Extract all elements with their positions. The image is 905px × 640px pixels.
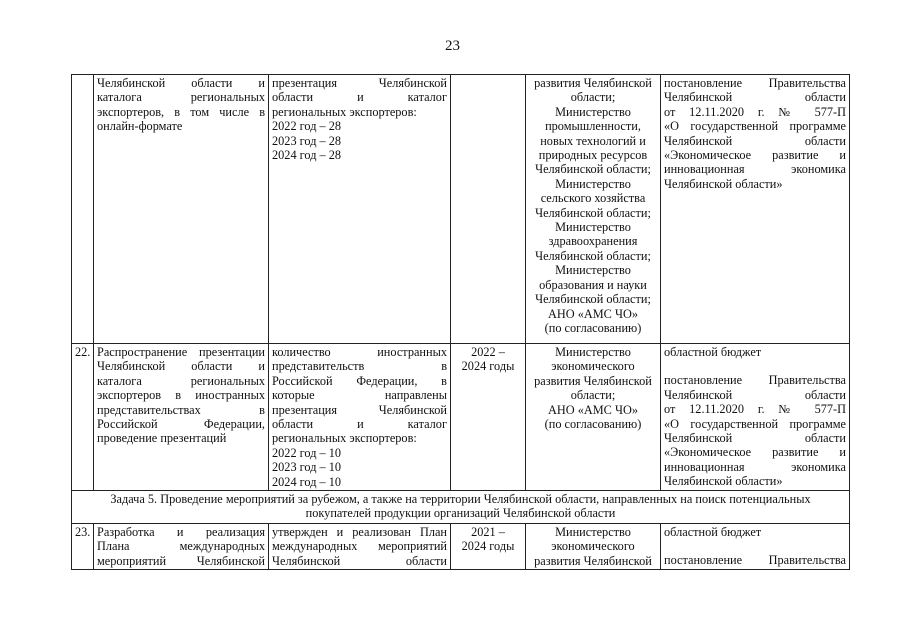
- task-heading: Задача 5. Проведение мероприятий за рубежом, а также на территории Челябинской области, направленных на поиск потенциальных покупателей продукции организаций Челябинской области: [72, 491, 850, 524]
- indicator-cell: утвержден и реализован План международных мероприятий Челябинской области: [269, 524, 451, 570]
- period-cell: [451, 75, 526, 344]
- indicator-cell: презентация Челябинской области и каталог региональных экспортеров: 2022 год – 28 2023 год – 28 2024 год – 28: [269, 75, 451, 344]
- row-number-cell: [72, 75, 94, 344]
- funding-source-cell: областной бюджет постановление Правительства Челябинской области от 12.11.2020 г. № 577-П «О государственной программе Челябинской области «Экономическое развитие и инновационная экономика Челябинской области»: [661, 344, 850, 491]
- indicator-cell: количество иностранных представительств в Российской Федерации, в которые направлены презентация Челябинской области и каталог региональных экспортеров: 2022 год – 10 2023 год – 10 2024 год – 10: [269, 344, 451, 491]
- activity-cell: Разработка и реализация Плана международных мероприятий Челябинской: [94, 524, 269, 570]
- funding-source-cell: постановление Правительства Челябинской области от 12.11.2020 г. № 577-П «О государственной программе Челябинской области «Экономическое развитие и инновационная экономика Челябинской области»: [661, 75, 850, 344]
- task-row: [72, 491, 850, 524]
- program-table: [71, 74, 850, 570]
- table-row: [72, 524, 850, 570]
- row-number-cell: 22.: [72, 344, 94, 491]
- executors-cell: развития Челябинской области; Министерство промышленности, новых технологий и природных ресурсов Челябинской области; Министерство сельского хозяйства Челябинской области; Министерство здравоохранения Челябинской области; Министерство образования и науки Челябинской области; АНО «АМС ЧО» (по согласованию): [526, 75, 661, 344]
- row-number-cell: 23.: [72, 524, 94, 570]
- period-cell: 2021 – 2024 годы: [451, 524, 526, 570]
- executors-cell: Министерство экономического развития Челябинской: [526, 524, 661, 570]
- funding-source-cell: областной бюджет постановление Правительства: [661, 524, 850, 570]
- activity-cell: Челябинской области и каталога региональных экспортеров, в том числе в онлайн-формате: [94, 75, 269, 344]
- table-row: [72, 75, 850, 344]
- table-row: [72, 344, 850, 491]
- period-cell: 2022 – 2024 годы: [451, 344, 526, 491]
- page-number: 23: [445, 38, 460, 54]
- activity-cell: Распространение презентации Челябинской области и каталога региональных экспортеров в иностранных представительствах в Российской Федерации, проведение презентаций: [94, 344, 269, 491]
- executors-cell: Министерство экономического развития Челябинской области; АНО «АМС ЧО» (по согласованию): [526, 344, 661, 491]
